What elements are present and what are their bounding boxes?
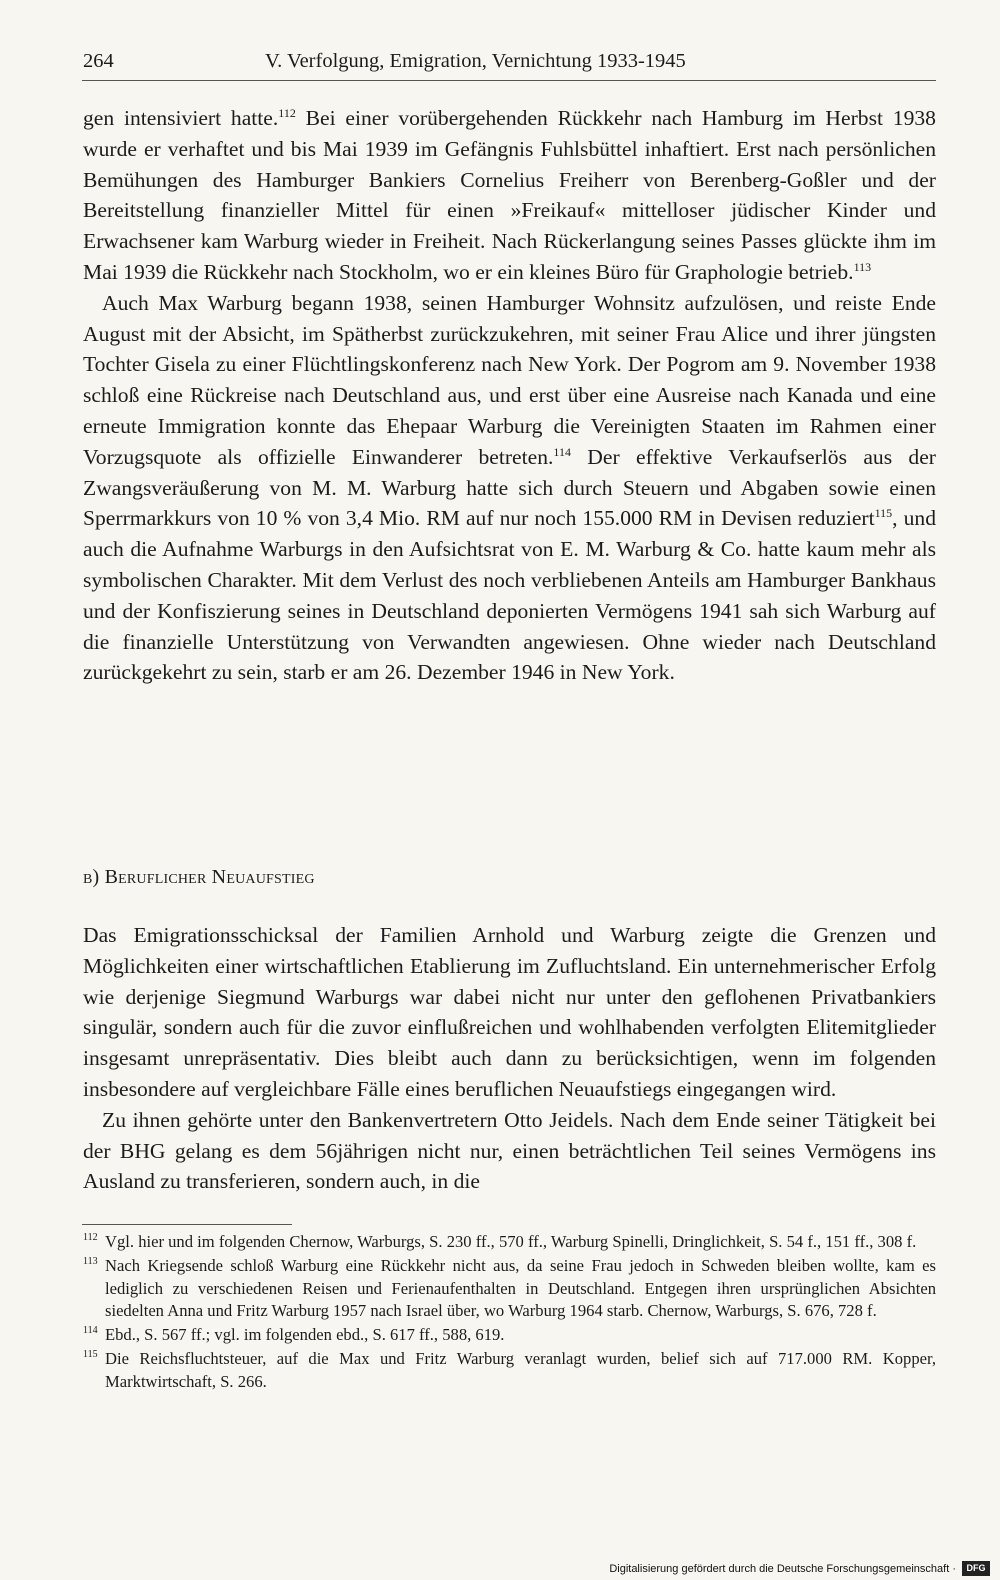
footnote-text: Die Reichsfluchtsteuer, auf die Max und Fritz Warburg veranlagt wurden, belief sich auf 717.000 RM. Kopper, Marktwirtschaft, S. 266.: [105, 1349, 936, 1391]
footnote-text: Nach Kriegsende schloß Warburg eine Rückkehr nicht aus, da seine Frau jedoch in Schweden bleiben wollte, kam es lediglich zu verschiedenen Reisen und Ferienaufenthalten in Deutschland. Entgegen ihren ursprünglichen Absichten siedelten Anna und Fritz Warburg 1957 nach Israel über, wo Warburg 1964 starb. Chernow, Warburgs, S. 676, 728 f.: [105, 1256, 936, 1320]
paragraph-2: [83, 288, 936, 688]
footnote-113: [83, 1255, 936, 1322]
page-number: 264: [83, 50, 114, 72]
paragraph-1: [83, 103, 936, 288]
footnote-rule: [82, 1224, 292, 1225]
footnote-ref-115: 115: [874, 506, 893, 521]
body-text-lower: [83, 920, 936, 1197]
paragraph-2-text-a: Auch Max Warburg begann 1938, seinen Hamburger Wohnsitz aufzulösen, und reiste Ende August mit der Absicht, im Spätherbst zurückzukehren, mit seiner Frau Alice und ihrer jüngsten Tochter Gisela zu einer Flüchtlingskonferenz nach New York. Der Pogrom am 9. November 1938 schloß eine Rückreise nach Deutschland aus, und erst über eine Ausreise nach Kanada und eine erneute Immigration konnte das Ehepaar Warburg die Vereinigten Staaten im Rahmen einer Vorzugsquote als offizielle Einwanderer betreten.: [83, 290, 936, 469]
paragraph-3: Das Emigrationsschicksal der Familien Arnhold und Warburg zeigte die Grenzen und Möglichkeiten einer wirtschaftlichen Etablierung im Zufluchtsland. Ein unternehmerischer Erfolg wie derjenige Siegmund Warburgs war dabei nicht nur unter den geflohenen Privatbankiers singulär, sondern auch für die zuvor einflußreichen und wohlhabenden verfolgten Elitemitglieder insgesamt unrepräsentativ. Dies bleibt auch dann zu berücksichtigen, wenn im folgenden insbesondere auf vergleichbare Fälle eines beruflichen Neuaufstiegs eingegangen wird.: [83, 923, 936, 1101]
footnote-ref-113: 113: [853, 259, 872, 274]
page-header: [83, 46, 936, 76]
footnote-number: 112: [83, 1232, 98, 1243]
footnote-text: Vgl. hier und im folgenden Chernow, Warburgs, S. 230 ff., 570 ff., Warburg Spinelli, Dringlichkeit, S. 54 f., 151 ff., 308 f.: [105, 1232, 917, 1251]
footnote-number: 115: [83, 1349, 98, 1361]
footnote-number: 114: [83, 1325, 98, 1337]
footnote-text: Ebd., S. 567 ff.; vgl. im folgenden ebd., S. 617 ff., 588, 619.: [105, 1325, 505, 1345]
footnote-ref-112: 112: [278, 106, 296, 120]
paragraph-2-text-b: Der effektive Verkaufserlös aus der Zwangsveräußerung von M. M. Warburg hatte sich durch Steuern und Abgaben sowie einen Sperrmarkkurs von 10 % von 3,4 Mio. RM auf nur noch 155.000 RM in Devisen reduziert: [83, 444, 936, 531]
paragraph-1-text-a: gen intensiviert hatte.: [83, 106, 279, 130]
footnote-114: [83, 1324, 936, 1346]
body-text-upper: [83, 103, 936, 688]
header-rule: [82, 80, 936, 81]
funding-note: Digitalisierung gefördert durch die Deutsche Forschungsgemeinschaft ·: [609, 1563, 956, 1575]
footnotes: [83, 1231, 936, 1395]
footnote-ref-114: 114: [553, 444, 571, 459]
footnote-112: [83, 1231, 936, 1253]
dfg-logo: DFG: [962, 1561, 990, 1576]
section-heading: b) Beruflicher Neuaufstieg: [83, 866, 315, 888]
footnote-number: 113: [83, 1256, 98, 1268]
running-title: V. Verfolgung, Emigration, Vernichtung 1933-1945: [265, 50, 686, 72]
footnote-115: [83, 1348, 936, 1393]
paragraph-1-text-b: Bei einer vorübergehenden Rückkehr nach Hamburg im Herbst 1938 wurde er verhaftet und bis Mai 1939 im Gefängnis Fuhlsbüttel inhaftiert. Erst nach persönlichen Bemühungen des Hamburger Bankiers Cornelius Freiherr von Berenberg-Goßler und der Bereitstellung finanzieller Mittel für einen »Freikauf« mittelloser jüdischer Kinder und Erwachsener kam Warburg wieder in Freiheit. Nach Rückerlangung seines Passes glückte ihm im Mai 1939 die Rückkehr nach Stockholm, wo er ein kleines Büro für Graphologie betrieb.: [83, 106, 936, 284]
paragraph-4: Zu ihnen gehörte unter den Bankenvertretern Otto Jeidels. Nach dem Ende seiner Tätigkeit bei der BHG gelang es dem 56jährigen nicht nur, einen beträchtlichen Teil seines Vermögens ins Ausland zu transferieren, sondern auch, in die: [83, 1107, 936, 1194]
paragraph-2-text-c: , und auch die Aufnahme Warburgs in den Aufsichtsrat von E. M. Warburg & Co. hatte kaum mehr als symbolischen Charakter. Mit dem Verlust des noch verbliebenen Anteils am Hamburger Bankhaus und der Konfiszierung seines in Deutschland deponierten Vermögens 1941 sah sich Warburg auf die finanzielle Unterstützung von Verwandten angewiesen. Ohne wieder nach Deutschland zurückgekehrt zu sein, starb er am 26. Dezember 1946 in New York.: [83, 506, 936, 685]
